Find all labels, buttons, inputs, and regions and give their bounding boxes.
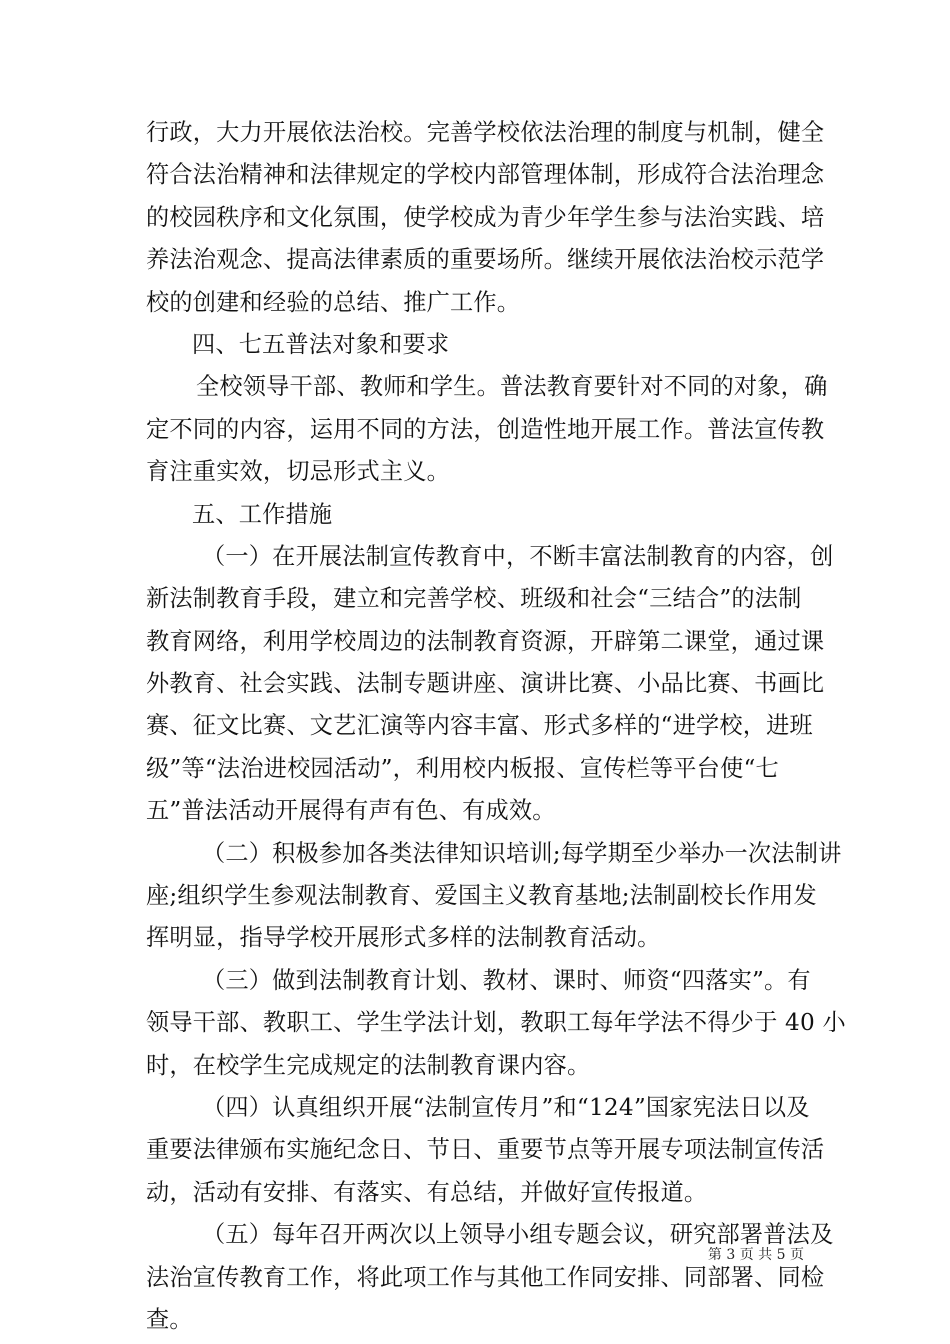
paragraph-line: 养法治观念、提高法律素质的重要场所。继续开展依法治校示范学 xyxy=(146,246,825,274)
paragraph-line: 外教育、社会实践、法制专题讲座、演讲比赛、小品比赛、书画比 xyxy=(146,670,825,698)
section-heading: 五、工作措施 xyxy=(192,500,333,528)
paragraph-line: 法治宣传教育工作，将此项工作与其他工作同安排、同部署、同检 xyxy=(146,1263,825,1291)
paragraph-line: （四）认真组织开展“法制宣传月”和“124”国家宪法日以及 xyxy=(202,1093,810,1121)
paragraph-line: 查。 xyxy=(146,1305,193,1333)
paragraph-line: 全校领导干部、教师和学生。普法教育要针对不同的对象，确 xyxy=(196,373,828,401)
paragraph-line: 校的创建和经验的总结、推广工作。 xyxy=(146,288,521,316)
document-body xyxy=(146,112,846,1341)
page-number-footer: 第 3 页 共 5 页 xyxy=(707,1247,804,1263)
paragraph-line: 挥明显，指导学校开展形式多样的法制教育活动。 xyxy=(146,924,661,952)
paragraph-line: 时，在校学生完成规定的法制教育课内容。 xyxy=(146,1051,591,1079)
section-heading: 四、七五普法对象和要求 xyxy=(192,330,450,358)
paragraph-line: （一）在开展法制宣传教育中，不断丰富法制教育的内容，创 xyxy=(202,542,834,570)
paragraph-line: 的校园秩序和文化氛围，使学校成为青少年学生参与法治实践、培 xyxy=(146,203,825,231)
paragraph-line: 定不同的内容，运用不同的方法，创造性地开展工作。普法宣传教 xyxy=(146,415,825,443)
paragraph-line: 五”普法活动开展得有声有色、有成效。 xyxy=(146,797,556,825)
paragraph-line: （五）每年召开两次以上领导小组专题会议，研究部署普法及 xyxy=(202,1221,834,1249)
paragraph-line: 级”等“法治进校园活动”，利用校内板报、宣传栏等平台使“七 xyxy=(146,754,779,782)
paragraph-line: 行政，大力开展依法治校。完善学校依法治理的制度与机制，健全 xyxy=(146,119,825,146)
paragraph-line: 符合法治精神和法律规定的学校内部管理体制，形成符合法治理念 xyxy=(146,161,825,189)
paragraph-line: （三）做到法制教育计划、教材、课时、师资“四落实”。有 xyxy=(202,966,811,994)
paragraph-line: 重要法律颁布实施纪念日、节日、重要节点等开展专项法制宣传活 xyxy=(146,1136,825,1164)
paragraph-line: 座;组织学生参观法制教育、爱国主义教育基地;法制副校长作用发 xyxy=(146,882,817,910)
paragraph-line: 教育网络，利用学校周边的法制教育资源，开辟第二课堂，通过课 xyxy=(146,627,825,655)
paragraph-line: 领导干部、教职工、学生学法计划，教职工每年学法不得少于 40 小 xyxy=(146,1009,846,1037)
paragraph-line: （二）积极参加各类法律知识培训;每学期至少举办一次法制讲 xyxy=(202,839,842,867)
paragraph-line: 新法制教育手段，建立和完善学校、班级和社会“三结合”的法制 xyxy=(146,585,802,613)
paragraph-line: 动，活动有安排、有落实、有总结，并做好宣传报道。 xyxy=(146,1178,708,1206)
paragraph-line: 赛、征文比赛、文艺汇演等内容丰富、形式多样的“进学校，进班 xyxy=(146,712,813,740)
paragraph-line: 育注重实效，切忌形式主义。 xyxy=(146,458,451,486)
